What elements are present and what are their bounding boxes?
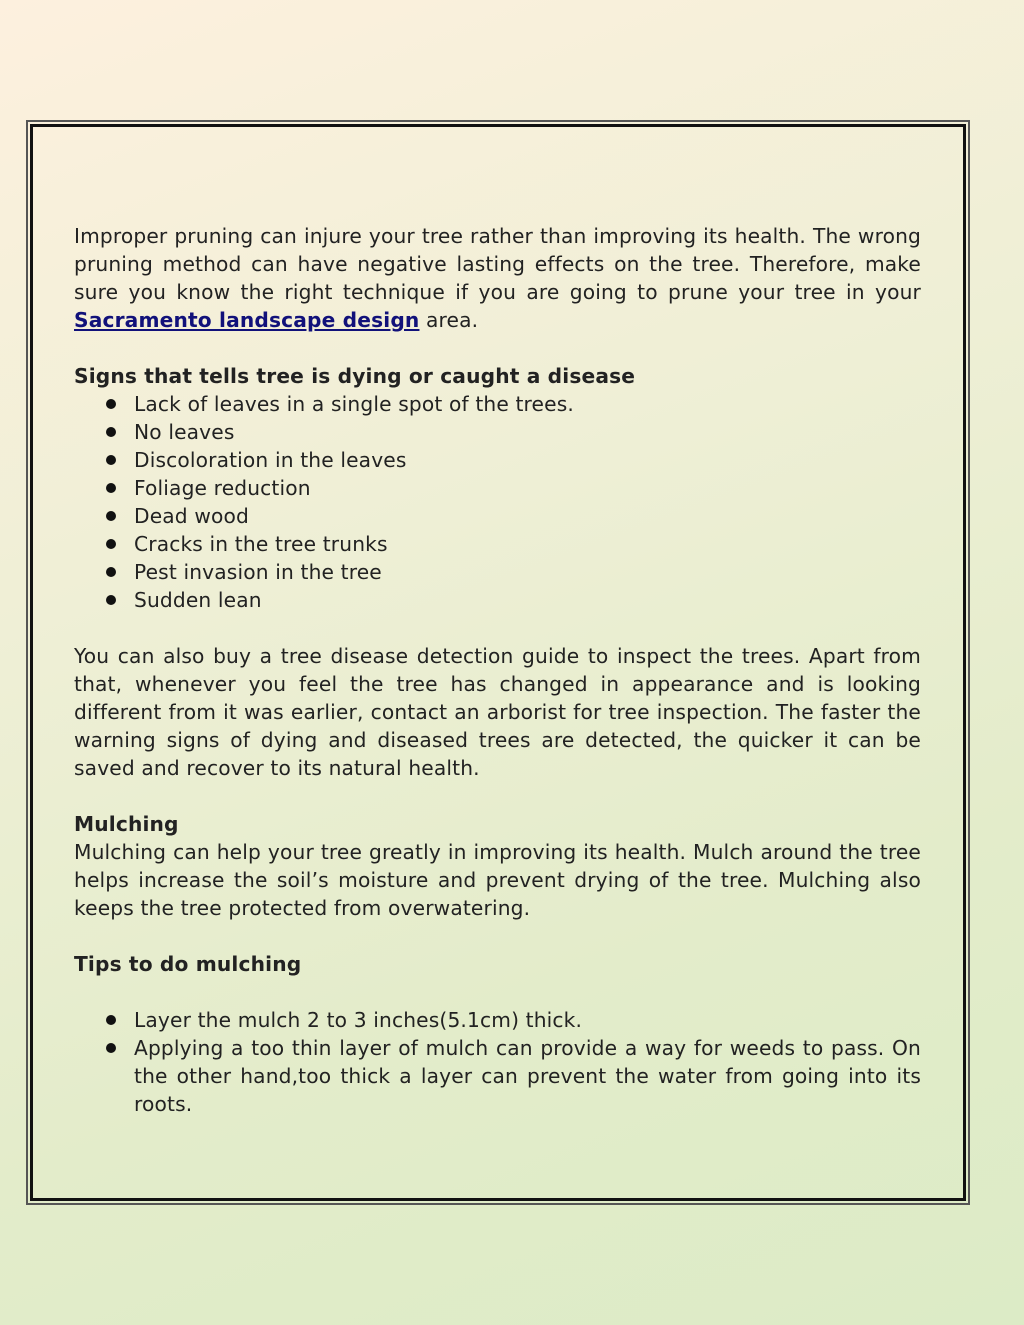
list-item-text: No leaves bbox=[134, 420, 235, 444]
list-item-text: Sudden lean bbox=[134, 588, 262, 612]
list-item-text: Applying a too thin layer of mulch can provide a way for weeds to pass. On the other hand,too thick a layer can prevent the water from going into its roots. bbox=[134, 1036, 921, 1116]
spacer bbox=[74, 614, 921, 642]
list-item bbox=[74, 530, 921, 558]
bullet-icon bbox=[106, 1015, 116, 1025]
mulching-heading: Mulching bbox=[74, 812, 179, 836]
spacer bbox=[74, 978, 921, 1006]
list-item-text: Layer the mulch 2 to 3 inches(5.1cm) thick. bbox=[134, 1008, 583, 1032]
mulching-paragraph: Mulching can help your tree greatly in improving its health. Mulch around the tree helps increase the soil’s moisture and prevent drying of the tree. Mulching also keeps the tree protected from overwatering. bbox=[74, 840, 921, 920]
sacramento-landscape-design-link[interactable]: Sacramento landscape design bbox=[74, 308, 420, 332]
intro-text: Improper pruning can injure your tree rather than improving its health. The wrong pruning method can have negative lasting effects on the tree. Therefore, make sure you know the right technique if you are going to prune your tree in your bbox=[74, 224, 921, 304]
list-item-text: Lack of leaves in a single spot of the trees. bbox=[134, 392, 574, 416]
signs-list bbox=[74, 390, 921, 614]
bullet-icon bbox=[106, 1043, 116, 1053]
list-item bbox=[74, 502, 921, 530]
spacer bbox=[74, 922, 921, 950]
spacer bbox=[74, 782, 921, 810]
list-item-text: Pest invasion in the tree bbox=[134, 560, 382, 584]
list-item bbox=[74, 1006, 921, 1034]
bullet-icon bbox=[106, 567, 116, 577]
list-item bbox=[74, 446, 921, 474]
bullet-icon bbox=[106, 511, 116, 521]
guide-paragraph: You can also buy a tree disease detection guide to inspect the trees. Apart from that, whenever you feel the tree has changed in appearance and is looking different from it was earlier, contact an arborist for tree inspection. The faster the warning signs of dying and diseased trees are detected, the quicker it can be saved and recover to its natural health. bbox=[74, 644, 921, 780]
tips-heading: Tips to do mulching bbox=[74, 952, 302, 976]
list-item bbox=[74, 558, 921, 586]
bullet-icon bbox=[106, 539, 116, 549]
list-item bbox=[74, 1034, 921, 1118]
bullet-icon bbox=[106, 595, 116, 605]
list-item bbox=[74, 418, 921, 446]
list-item-text: Foliage reduction bbox=[134, 476, 311, 500]
document-content bbox=[74, 222, 921, 1118]
intro-paragraph bbox=[74, 222, 921, 334]
bullet-icon bbox=[106, 483, 116, 493]
spacer bbox=[74, 334, 921, 362]
intro-text-end: area. bbox=[419, 308, 479, 332]
list-item-text: Discoloration in the leaves bbox=[134, 448, 407, 472]
bullet-icon bbox=[106, 455, 116, 465]
list-item-text: Cracks in the tree trunks bbox=[134, 532, 388, 556]
list-item bbox=[74, 474, 921, 502]
signs-heading: Signs that tells tree is dying or caught a disease bbox=[74, 364, 636, 388]
bullet-icon bbox=[106, 399, 116, 409]
list-item bbox=[74, 586, 921, 614]
list-item-text: Dead wood bbox=[134, 504, 249, 528]
list-item bbox=[74, 390, 921, 418]
bullet-icon bbox=[106, 427, 116, 437]
tips-list bbox=[74, 1006, 921, 1118]
